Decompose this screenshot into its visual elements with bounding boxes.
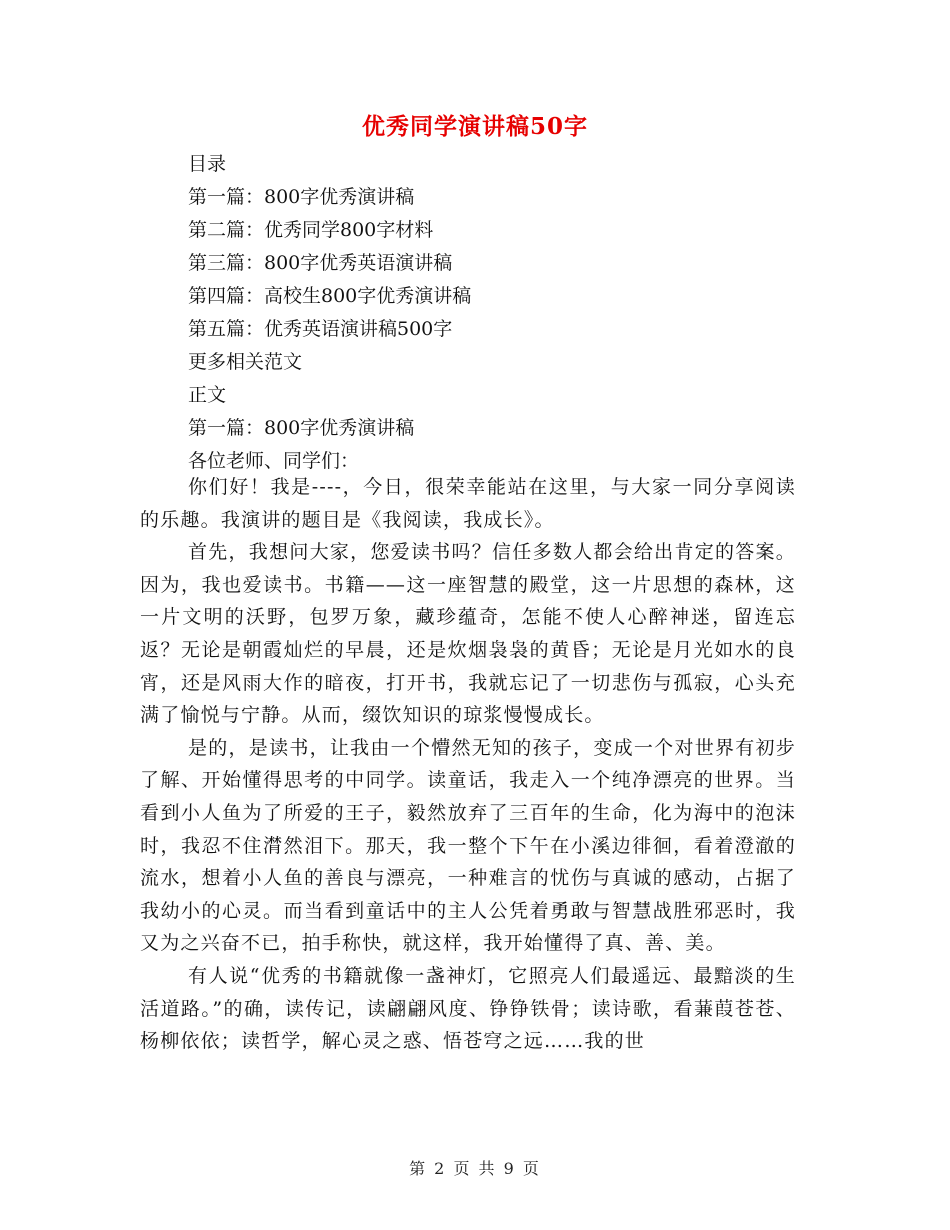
section-heading: 第一篇：800字优秀演讲稿 bbox=[188, 417, 415, 439]
page-footer: 第 2 页 共 9 页 bbox=[409, 1159, 541, 1178]
toc-item-2: 第二篇：优秀同学800字材料 bbox=[188, 219, 434, 241]
paragraph-2: 首先，我想问大家，您爱读书吗？信任多数人都会给出肯定的答案。因为，我也爱读书。书籍——这一座智慧的殿堂，这一片思想的森林，这一片文明的沃野，包罗万象，藏珍蕴奇，怎能不使人心醉神迷，留连忘返？无论是朝霞灿烂的早晨，还是炊烟袅袅的黄昏；无论是月光如水的良宵，还是风雨大作的暗夜，打开书，我就忘记了一切悲伤与孤寂，心头充满了愉悦与宁静。从而，缀饮知识的琼浆慢慢成长。 bbox=[140, 541, 796, 727]
toc-more-related: 更多相关范文 bbox=[188, 351, 303, 373]
toc-item-5: 第五篇：优秀英语演讲稿500字 bbox=[188, 318, 453, 340]
paragraph-4: 有人说“优秀的书籍就像一盏神灯，它照亮人们最遥远、最黯淡的生活道路。”的确，读传记，读翩翩风度、铮铮铁骨；读诗歌，看蒹葭苍苍、杨柳依依；读哲学，解心灵之惑、悟苍穹之远……我的世 bbox=[140, 964, 796, 1053]
toc-item-1: 第一篇：800字优秀演讲稿 bbox=[188, 186, 415, 208]
speech-body bbox=[140, 471, 796, 1058]
toc-item-4: 第四篇：高校生800字优秀演讲稿 bbox=[188, 285, 472, 307]
body-heading: 正文 bbox=[188, 384, 227, 406]
paragraph-3: 是的，是读书，让我由一个懵然无知的孩子，变成一个对世界有初步了解、开始懂得思考的中同学。读童话，我走入一个纯净漂亮的世界。当看到小人鱼为了所爱的王子，毅然放弃了三百年的生命，化为海中的泡沫时，我忍不住潸然泪下。那天，我一整个下午在小溪边徘徊，看着澄澈的流水，想着小人鱼的善良与漂亮，一种难言的忧伤与真诚的感动，占据了我幼小的心灵。而当看到童话中的主人公凭着勇敢与智慧战胜邪恶时，我又为之兴奋不已，拍手称快，就这样，我开始懂得了真、善、美。 bbox=[140, 736, 796, 955]
paragraph-1: 你们好！我是----，今日，很荣幸能站在这里，与大家一同分享阅读的乐趣。我演讲的题目是《我阅读，我成长》。 bbox=[140, 476, 796, 531]
table-of-contents bbox=[188, 148, 808, 478]
toc-item-3: 第三篇：800字优秀英语演讲稿 bbox=[188, 252, 453, 274]
salutation: 各位老师、同学们： bbox=[188, 450, 360, 472]
page-title: 优秀同学演讲稿50字 bbox=[361, 113, 588, 140]
toc-heading: 目录 bbox=[188, 153, 227, 175]
